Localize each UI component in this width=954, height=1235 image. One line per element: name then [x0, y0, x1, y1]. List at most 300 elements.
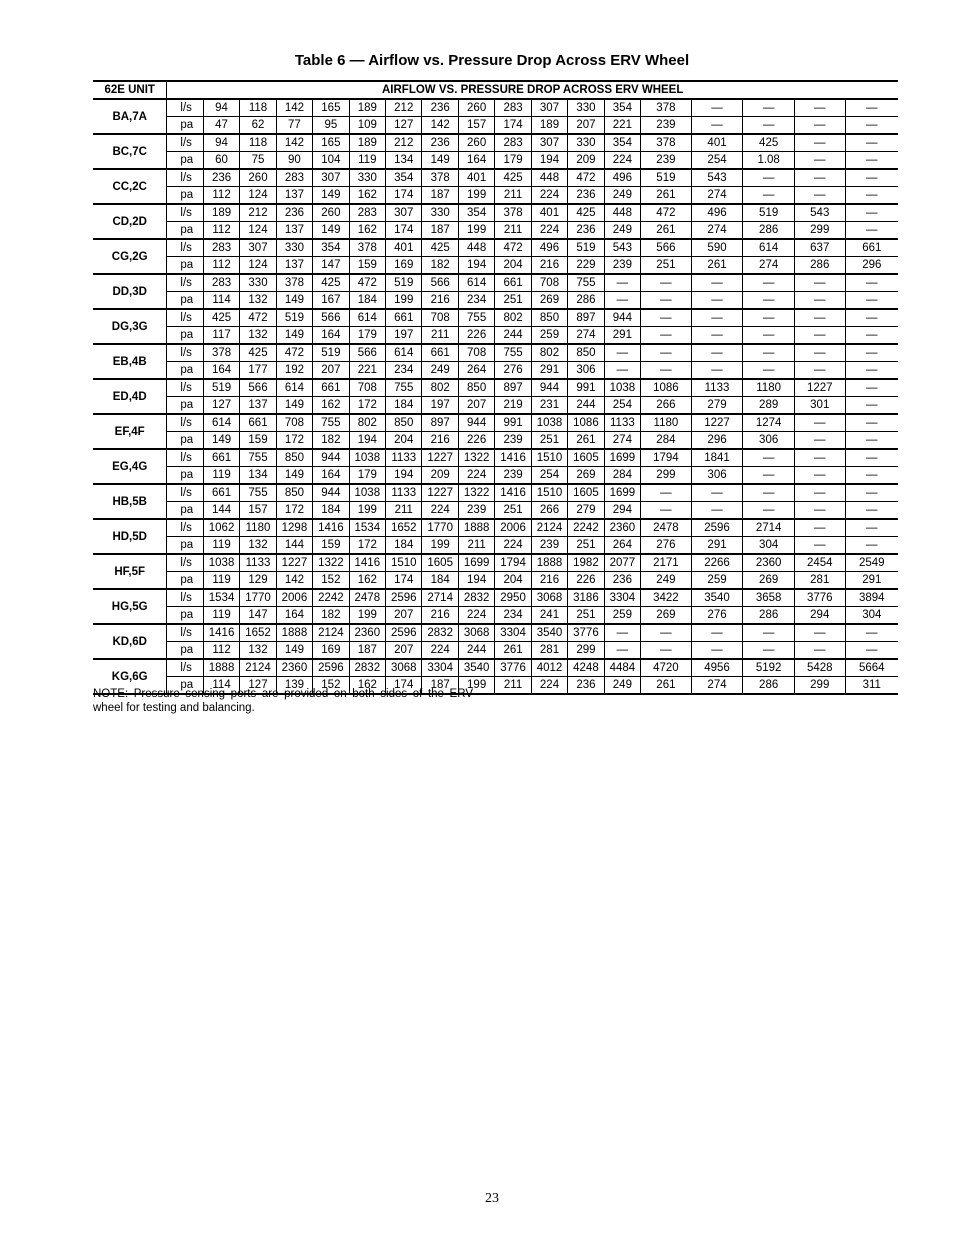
airflow-value-cell: 378 — [422, 169, 458, 187]
airflow-value-cell: 425 — [743, 134, 795, 152]
airflow-value-cell: 661 — [203, 484, 239, 502]
pressure-value-cell: 182 — [313, 432, 349, 450]
pressure-value-cell: 187 — [422, 677, 458, 695]
airflow-value-cell: 897 — [568, 309, 604, 327]
pressure-value-cell: 149 — [276, 467, 312, 485]
airflow-value-cell: 212 — [386, 99, 422, 117]
pressure-value-cell: 254 — [604, 397, 640, 415]
unit-name-cell: ED,4D — [93, 379, 167, 414]
airflow-value-cell: 897 — [422, 414, 458, 432]
airflow-value-cell: 944 — [313, 484, 349, 502]
pressure-value-cell: 129 — [240, 572, 276, 590]
pressure-value-cell: 137 — [240, 397, 276, 415]
airflow-value-cell: 3068 — [531, 589, 567, 607]
pressure-value-cell: 216 — [531, 257, 567, 275]
pressure-value-cell: 139 — [276, 677, 312, 695]
airflow-label-cell: l/s — [167, 344, 203, 362]
pressure-value-cell: 224 — [531, 222, 567, 240]
airflow-value-cell: 3304 — [422, 659, 458, 677]
unit-name-cell: BA,7A — [93, 99, 167, 134]
pressure-value-cell: 249 — [604, 222, 640, 240]
table-row — [93, 624, 898, 642]
pressure-value-cell: 291 — [531, 362, 567, 380]
pressure-value-cell: 157 — [458, 117, 494, 135]
pressure-value-cell: 304 — [845, 607, 898, 625]
pressure-value-cell: 239 — [641, 152, 692, 170]
pressure-label-cell: pa — [167, 327, 203, 345]
pressure-value-cell: — — [794, 327, 845, 345]
pressure-value-cell: 157 — [240, 502, 276, 520]
pressure-value-cell: 112 — [203, 642, 239, 660]
airflow-value-cell: 1133 — [691, 379, 743, 397]
airflow-value-cell: 708 — [276, 414, 312, 432]
pressure-value-cell: — — [691, 642, 743, 660]
table-row — [93, 274, 898, 292]
pressure-value-cell: 261 — [691, 257, 743, 275]
airflow-value-cell: 991 — [568, 379, 604, 397]
pressure-value-cell: 124 — [240, 222, 276, 240]
airflow-value-cell: 165 — [313, 134, 349, 152]
airflow-value-cell: 330 — [422, 204, 458, 222]
pressure-value-cell: 239 — [531, 537, 567, 555]
airflow-value-cell: 1322 — [458, 484, 494, 502]
unit-name-cell: EB,4B — [93, 344, 167, 379]
airflow-value-cell: 94 — [203, 99, 239, 117]
table-row — [93, 292, 898, 310]
pressure-value-cell: — — [641, 327, 692, 345]
pressure-value-cell: 259 — [531, 327, 567, 345]
page-title: Table 6 — Airflow vs. Pressure Drop Across ERV Wheel — [294, 52, 690, 69]
airflow-value-cell: 2171 — [641, 554, 692, 572]
airflow-value-cell: 472 — [641, 204, 692, 222]
airflow-value-cell: 661 — [386, 309, 422, 327]
pressure-value-cell: — — [743, 467, 795, 485]
airflow-value-cell: — — [691, 484, 743, 502]
pressure-value-cell: 211 — [458, 537, 494, 555]
airflow-value-cell: 4012 — [531, 659, 567, 677]
pressure-value-cell: 221 — [349, 362, 385, 380]
airflow-value-cell: 165 — [313, 99, 349, 117]
airflow-value-cell: 755 — [386, 379, 422, 397]
airflow-value-cell: — — [845, 344, 898, 362]
table-row — [93, 432, 898, 450]
pressure-value-cell: — — [794, 502, 845, 520]
airflow-value-cell: 1180 — [240, 519, 276, 537]
airflow-value-cell: 5192 — [743, 659, 795, 677]
pressure-value-cell: 197 — [386, 327, 422, 345]
airflow-value-cell: 1038 — [604, 379, 640, 397]
pressure-value-cell: 162 — [349, 187, 385, 205]
pressure-value-cell: — — [794, 362, 845, 380]
airflow-value-cell: 142 — [276, 134, 312, 152]
airflow-value-cell: 850 — [276, 449, 312, 467]
pressure-value-cell: 119 — [203, 607, 239, 625]
airflow-value-cell: 448 — [531, 169, 567, 187]
pressure-value-cell: 112 — [203, 187, 239, 205]
airflow-value-cell: 496 — [531, 239, 567, 257]
pressure-value-cell: 239 — [641, 117, 692, 135]
pressure-value-cell: 286 — [743, 607, 795, 625]
pressure-value-cell: 239 — [495, 467, 531, 485]
airflow-value-cell: 614 — [386, 344, 422, 362]
airflow-value-cell: 401 — [386, 239, 422, 257]
pressure-value-cell: — — [794, 187, 845, 205]
pressure-label-cell: pa — [167, 257, 203, 275]
airflow-value-cell: 330 — [349, 169, 385, 187]
airflow-value-cell: 307 — [386, 204, 422, 222]
airflow-value-cell: — — [794, 274, 845, 292]
pressure-value-cell: — — [794, 152, 845, 170]
pressure-value-cell: 281 — [531, 642, 567, 660]
pressure-value-cell: 306 — [743, 432, 795, 450]
pressure-value-cell: 236 — [568, 187, 604, 205]
pressure-label-cell: pa — [167, 502, 203, 520]
table-row — [93, 257, 898, 275]
airflow-value-cell: 1133 — [604, 414, 640, 432]
airflow-value-cell: 755 — [240, 484, 276, 502]
pressure-value-cell: — — [743, 187, 795, 205]
airflow-value-cell: 3422 — [641, 589, 692, 607]
pressure-label-cell: pa — [167, 117, 203, 135]
pressure-value-cell: 187 — [422, 187, 458, 205]
airflow-value-cell: 472 — [568, 169, 604, 187]
airflow-value-cell: 543 — [794, 204, 845, 222]
airflow-value-cell: 1794 — [641, 449, 692, 467]
pressure-value-cell: 291 — [691, 537, 743, 555]
pressure-value-cell: — — [691, 362, 743, 380]
airflow-value-cell: 1794 — [495, 554, 531, 572]
table-row — [93, 589, 898, 607]
airflow-value-cell: 2266 — [691, 554, 743, 572]
airflow-value-cell: 2360 — [743, 554, 795, 572]
airflow-value-cell: 2242 — [313, 589, 349, 607]
pressure-value-cell: 169 — [386, 257, 422, 275]
airflow-value-cell: 142 — [276, 99, 312, 117]
pressure-value-cell: 119 — [203, 537, 239, 555]
airflow-value-cell: 378 — [641, 99, 692, 117]
airflow-value-cell: 2832 — [458, 589, 494, 607]
pressure-value-cell: 301 — [794, 397, 845, 415]
pressure-value-cell: — — [845, 502, 898, 520]
pressure-value-cell: 274 — [691, 222, 743, 240]
airflow-value-cell: 566 — [313, 309, 349, 327]
table-row — [93, 379, 898, 397]
airflow-value-cell: 614 — [276, 379, 312, 397]
airflow-value-cell: 1038 — [203, 554, 239, 572]
airflow-value-cell: — — [845, 274, 898, 292]
airflow-value-cell: 2950 — [495, 589, 531, 607]
pressure-value-cell: 132 — [240, 292, 276, 310]
page-number: 23 — [485, 1191, 499, 1206]
airflow-value-cell: 897 — [495, 379, 531, 397]
pressure-value-cell: 249 — [604, 677, 640, 695]
airflow-value-cell: 307 — [531, 134, 567, 152]
pressure-value-cell: 251 — [495, 502, 531, 520]
pressure-value-cell: 234 — [495, 607, 531, 625]
pressure-value-cell: — — [845, 187, 898, 205]
airflow-value-cell: 1888 — [203, 659, 239, 677]
airflow-value-cell: 1038 — [531, 414, 567, 432]
pressure-value-cell: 127 — [386, 117, 422, 135]
airflow-value-cell: 1133 — [386, 484, 422, 502]
pressure-value-cell: 159 — [240, 432, 276, 450]
pressure-value-cell: 224 — [458, 467, 494, 485]
pressure-value-cell: 112 — [203, 257, 239, 275]
pressure-value-cell: — — [691, 327, 743, 345]
pressure-value-cell: — — [845, 117, 898, 135]
pressure-value-cell: — — [743, 362, 795, 380]
airflow-value-cell: 3068 — [458, 624, 494, 642]
pressure-value-cell: 194 — [458, 572, 494, 590]
pressure-value-cell: 144 — [203, 502, 239, 520]
pressure-value-cell: 224 — [531, 677, 567, 695]
airflow-value-cell: — — [794, 519, 845, 537]
pressure-value-cell: 209 — [568, 152, 604, 170]
pressure-value-cell: 149 — [313, 222, 349, 240]
pressure-value-cell: 119 — [203, 572, 239, 590]
airflow-value-cell: — — [743, 449, 795, 467]
pressure-value-cell: 199 — [422, 537, 458, 555]
airflow-value-cell: 2124 — [313, 624, 349, 642]
airflow-value-cell: 3776 — [495, 659, 531, 677]
table-row — [93, 659, 898, 677]
pressure-value-cell: 184 — [422, 572, 458, 590]
pressure-label-cell: pa — [167, 222, 203, 240]
pressure-value-cell: 207 — [458, 397, 494, 415]
pressure-value-cell: 194 — [531, 152, 567, 170]
pressure-value-cell: 251 — [568, 607, 604, 625]
pressure-value-cell: 147 — [240, 607, 276, 625]
pressure-value-cell: 152 — [313, 572, 349, 590]
airflow-value-cell: 1298 — [276, 519, 312, 537]
airflow-value-cell: 708 — [349, 379, 385, 397]
pressure-value-cell: 119 — [203, 467, 239, 485]
pressure-value-cell: 207 — [386, 607, 422, 625]
airflow-value-cell: — — [845, 449, 898, 467]
airflow-value-cell: — — [794, 344, 845, 362]
airflow-value-cell: 1038 — [349, 484, 385, 502]
pressure-value-cell: 137 — [276, 222, 312, 240]
pressure-value-cell: 159 — [313, 537, 349, 555]
pressure-value-cell: 211 — [495, 222, 531, 240]
pressure-value-cell: 261 — [495, 642, 531, 660]
pressure-value-cell: 142 — [422, 117, 458, 135]
airflow-value-cell: 2832 — [422, 624, 458, 642]
airflow-value-cell: 1770 — [240, 589, 276, 607]
pressure-value-cell: — — [641, 292, 692, 310]
pressure-value-cell: 199 — [349, 502, 385, 520]
table-row — [93, 169, 898, 187]
airflow-value-cell: 1180 — [743, 379, 795, 397]
airflow-value-cell: 260 — [313, 204, 349, 222]
airflow-value-cell: 991 — [495, 414, 531, 432]
pressure-value-cell: 211 — [422, 327, 458, 345]
pressure-value-cell: 177 — [240, 362, 276, 380]
pressure-value-cell: — — [845, 292, 898, 310]
pressure-value-cell: — — [845, 467, 898, 485]
airflow-label-cell: l/s — [167, 484, 203, 502]
airflow-value-cell: 472 — [276, 344, 312, 362]
airflow-value-cell: — — [845, 99, 898, 117]
pressure-value-cell: 189 — [531, 117, 567, 135]
pressure-value-cell: 251 — [568, 537, 604, 555]
airflow-value-cell: 1652 — [386, 519, 422, 537]
pressure-value-cell: 164 — [276, 607, 312, 625]
airflow-value-cell: 1888 — [531, 554, 567, 572]
pressure-value-cell: — — [691, 502, 743, 520]
pressure-value-cell: — — [604, 362, 640, 380]
airflow-value-cell: 850 — [386, 414, 422, 432]
airflow-value-cell: 2596 — [386, 589, 422, 607]
airflow-value-cell: 2478 — [641, 519, 692, 537]
airflow-value-cell: 4248 — [568, 659, 604, 677]
airflow-value-cell: 1416 — [349, 554, 385, 572]
airflow-value-cell: 283 — [349, 204, 385, 222]
pressure-value-cell: 199 — [458, 677, 494, 695]
airflow-value-cell: 448 — [458, 239, 494, 257]
airflow-value-cell: — — [845, 169, 898, 187]
pressure-value-cell: 276 — [641, 537, 692, 555]
airflow-value-cell: 3068 — [386, 659, 422, 677]
airflow-value-cell: 566 — [240, 379, 276, 397]
pressure-value-cell: 281 — [794, 572, 845, 590]
airflow-value-cell: 661 — [240, 414, 276, 432]
airflow-value-cell: — — [743, 309, 795, 327]
airflow-value-cell: 1227 — [422, 484, 458, 502]
table-row — [93, 204, 898, 222]
pressure-value-cell: 294 — [794, 607, 845, 625]
airflow-value-cell: 378 — [349, 239, 385, 257]
airflow-value-cell: — — [743, 624, 795, 642]
airflow-value-cell: 850 — [531, 309, 567, 327]
pressure-value-cell: 124 — [240, 187, 276, 205]
pressure-value-cell: 226 — [458, 327, 494, 345]
airflow-value-cell: 378 — [203, 344, 239, 362]
pressure-value-cell: 77 — [276, 117, 312, 135]
airflow-label-cell: l/s — [167, 379, 203, 397]
airflow-value-cell: — — [743, 99, 795, 117]
pressure-value-cell: 249 — [604, 187, 640, 205]
airflow-value-cell: 330 — [240, 274, 276, 292]
table-row — [93, 449, 898, 467]
airflow-value-cell: 1086 — [641, 379, 692, 397]
table-row — [93, 397, 898, 415]
airflow-value-cell: 661 — [495, 274, 531, 292]
pressure-value-cell: — — [845, 432, 898, 450]
airflow-value-cell: 1652 — [240, 624, 276, 642]
pressure-value-cell: 204 — [386, 432, 422, 450]
airflow-value-cell: 4956 — [691, 659, 743, 677]
pressure-value-cell: 291 — [604, 327, 640, 345]
airflow-value-cell: 614 — [203, 414, 239, 432]
pressure-value-cell: 172 — [349, 537, 385, 555]
unit-name-cell: CC,2C — [93, 169, 167, 204]
pressure-value-cell: 274 — [743, 257, 795, 275]
pressure-value-cell: 75 — [240, 152, 276, 170]
pressure-value-cell: 199 — [458, 187, 494, 205]
pressure-value-cell: 266 — [531, 502, 567, 520]
airflow-value-cell: 425 — [495, 169, 531, 187]
airflow-value-cell: 472 — [240, 309, 276, 327]
airflow-value-cell: 236 — [422, 134, 458, 152]
airflow-value-cell: 1227 — [276, 554, 312, 572]
airflow-value-cell: 566 — [641, 239, 692, 257]
table-header-row — [93, 81, 898, 99]
airflow-label-cell: l/s — [167, 624, 203, 642]
airflow-value-cell: 944 — [531, 379, 567, 397]
unit-name-cell: KD,6D — [93, 624, 167, 659]
pressure-value-cell: — — [794, 467, 845, 485]
pressure-value-cell: 132 — [240, 537, 276, 555]
airflow-label-cell: l/s — [167, 589, 203, 607]
pressure-value-cell: 204 — [495, 257, 531, 275]
pressure-value-cell: 174 — [386, 572, 422, 590]
airflow-value-cell: 661 — [203, 449, 239, 467]
airflow-value-cell: 614 — [349, 309, 385, 327]
pressure-value-cell: 104 — [313, 152, 349, 170]
airflow-value-cell: 5428 — [794, 659, 845, 677]
airflow-value-cell: 519 — [568, 239, 604, 257]
pressure-value-cell: 239 — [495, 432, 531, 450]
unit-name-cell: CD,2D — [93, 204, 167, 239]
airflow-value-cell: 118 — [240, 99, 276, 117]
pressure-value-cell: 164 — [313, 327, 349, 345]
pressure-value-cell: 149 — [313, 187, 349, 205]
pressure-value-cell: 172 — [349, 397, 385, 415]
airflow-label-cell: l/s — [167, 99, 203, 117]
pressure-value-cell: 184 — [386, 537, 422, 555]
airflow-value-cell: 401 — [531, 204, 567, 222]
airflow-value-cell: — — [691, 344, 743, 362]
airflow-value-cell: 944 — [604, 309, 640, 327]
airflow-value-cell: — — [604, 274, 640, 292]
airflow-value-cell: 472 — [495, 239, 531, 257]
airflow-value-cell: — — [641, 484, 692, 502]
airflow-value-cell: 755 — [313, 414, 349, 432]
airflow-value-cell: 3304 — [495, 624, 531, 642]
airflow-label-cell: l/s — [167, 414, 203, 432]
pressure-value-cell: 239 — [458, 502, 494, 520]
pressure-value-cell: 261 — [568, 432, 604, 450]
unit-name-cell: CG,2G — [93, 239, 167, 274]
airflow-value-cell: 1605 — [568, 449, 604, 467]
pressure-value-cell: 192 — [276, 362, 312, 380]
airflow-value-cell: 1227 — [691, 414, 743, 432]
pressure-value-cell: 179 — [349, 467, 385, 485]
airflow-value-cell: 283 — [276, 169, 312, 187]
airflow-value-cell: 3540 — [531, 624, 567, 642]
airflow-value-cell: 2454 — [794, 554, 845, 572]
airflow-value-cell: 3186 — [568, 589, 604, 607]
pressure-value-cell: 204 — [495, 572, 531, 590]
pressure-value-cell: — — [845, 327, 898, 345]
airflow-value-cell: 1274 — [743, 414, 795, 432]
pressure-value-cell: 274 — [691, 187, 743, 205]
airflow-value-cell: 236 — [203, 169, 239, 187]
airflow-value-cell: — — [641, 309, 692, 327]
pressure-value-cell: 197 — [422, 397, 458, 415]
pressure-value-cell: 149 — [276, 327, 312, 345]
unit-name-cell: HB,5B — [93, 484, 167, 519]
pressure-value-cell: — — [794, 642, 845, 660]
airflow-value-cell: 2360 — [604, 519, 640, 537]
airflow-value-cell: 425 — [313, 274, 349, 292]
pressure-value-cell: — — [743, 117, 795, 135]
table-row — [93, 484, 898, 502]
unit-column-header: 62E UNIT — [93, 81, 167, 99]
airflow-value-cell: 212 — [386, 134, 422, 152]
pressure-value-cell: 60 — [203, 152, 239, 170]
